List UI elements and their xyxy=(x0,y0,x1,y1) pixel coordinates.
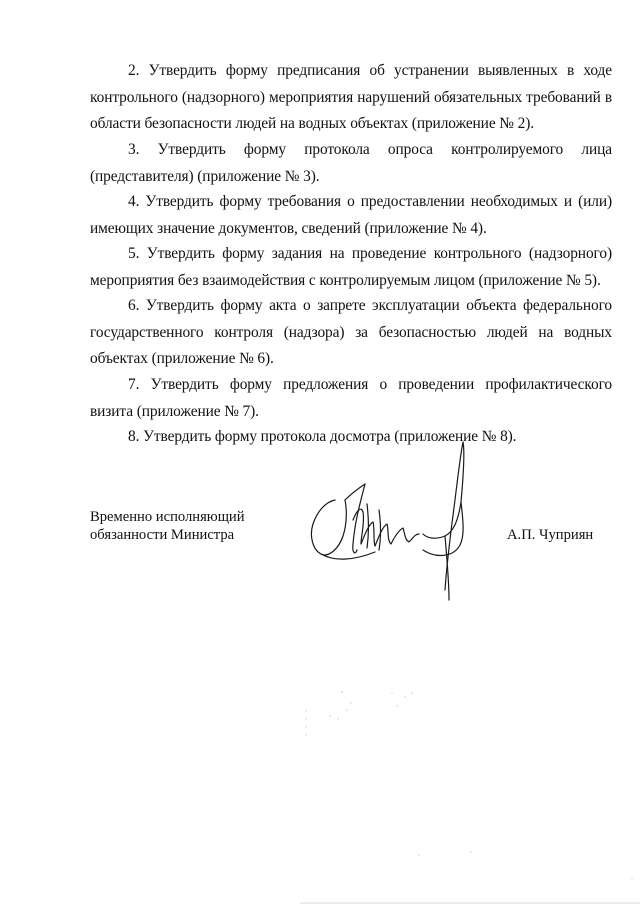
paragraph-item-4: 4. Утвердить форму требования о предоставлении необходимых и (или) имеющих значение документов, сведений (приложение № 4). xyxy=(90,193,612,237)
paragraph-item-3: 3. Утвердить форму протокола опроса контролируемого лица (представителя) (приложение № 3). xyxy=(90,141,612,185)
signatory-title xyxy=(90,508,245,544)
paragraph-item-8: 8. Утвердить форму протокола досмотра (приложение № 8). xyxy=(128,428,517,445)
paragraph-item-2: 2. Утвердить форму предписания об устранении выявленных в ходе контрольного (надзорного) мероприятия нарушений обязательных требований в области безопасности людей на водных объектах (приложение № 2). xyxy=(90,62,612,132)
handwritten-signature xyxy=(295,440,495,605)
paragraph-item-7: 7. Утвердить форму предложения о проведении профилактического визита (приложение № 7). xyxy=(90,376,612,420)
signatory-name: А.П. Чуприян xyxy=(507,527,594,543)
signatory-title-line1: Временно исполняющий xyxy=(90,509,245,525)
paragraph-item-6: 6. Утвердить форму акта о запрете эксплуатации объекта федерального государственного контроля (надзора) за безопасностью людей на водных объектах (приложение № 6). xyxy=(90,297,612,367)
signatory-title-line2: обязанности Министра xyxy=(90,527,235,543)
paragraph-item-5: 5. Утвердить форму задания на проведение контрольного (надзорного) мероприятия без взаимодействия с контролируемым лицом (приложение № 5). xyxy=(90,245,612,289)
